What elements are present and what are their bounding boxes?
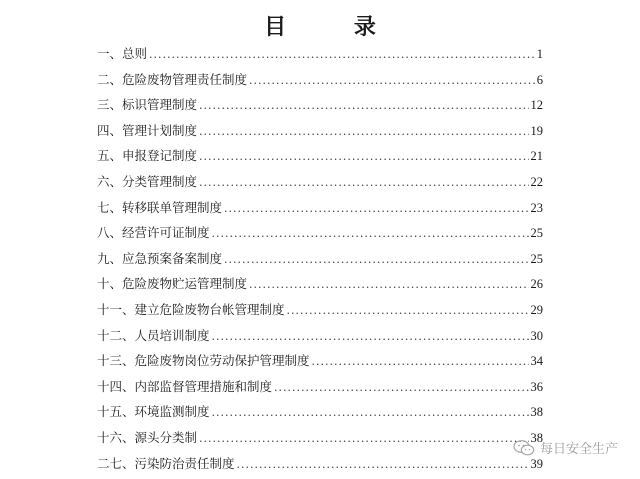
toc-entry-page: 1 (536, 47, 543, 61)
toc-entry-label: 十三、危险废物岗位劳动保护管理制度 (97, 353, 310, 369)
toc-entry-label: 十二、人员培训制度 (97, 327, 210, 343)
toc-entry-page: 26 (530, 277, 543, 292)
toc-leader-dots (224, 253, 528, 266)
toc-entry-label: 四、管理计划制度 (97, 122, 198, 138)
toc-entry-label: 九、应急预案备案制度 (97, 250, 223, 266)
toc-entry-page: 25 (530, 226, 543, 241)
toc-leader-dots (199, 99, 528, 112)
toc-entry (97, 428, 543, 454)
toc-entry (97, 454, 543, 479)
toc-entry-page: 38 (530, 405, 543, 420)
toc-leader-dots (212, 330, 529, 343)
toc-leader-dots (199, 150, 528, 163)
toc-leader-dots (249, 74, 535, 87)
toc-entry (97, 223, 543, 249)
toc-entry (97, 198, 543, 224)
watermark-text: 每日安全生产 (539, 442, 618, 457)
toc-entry (97, 172, 543, 198)
toc-leader-dots (199, 432, 528, 445)
toc-entry (97, 146, 543, 172)
toc-entry-label: 二、危险废物管理责任制度 (97, 71, 248, 87)
toc-entry-page: 30 (530, 328, 543, 343)
toc-leader-dots (237, 458, 529, 471)
toc-entry-page: 38 (530, 430, 543, 445)
toc-leader-dots (287, 304, 529, 317)
toc-entry (97, 402, 543, 428)
toc-entry-label: 七、转移联单管理制度 (97, 199, 223, 215)
toc-entry-page: 22 (530, 174, 543, 189)
toc-leader-dots (274, 381, 528, 394)
toc-entry-page: 39 (530, 456, 543, 471)
toc-entry-page: 34 (530, 354, 543, 369)
toc-entry-label: 六、分类管理制度 (97, 173, 198, 189)
toc-entry-page: 6 (536, 72, 543, 87)
toc-entry-label: 十、危险废物贮运管理制度 (97, 276, 248, 292)
toc-entry-page: 21 (530, 149, 543, 164)
toc-entry-label: 十四、内部监督管理措施和制度 (97, 378, 273, 394)
watermark (513, 438, 618, 457)
toc-entry-label: 五、申报登记制度 (97, 148, 198, 164)
toc-leader-dots (199, 125, 528, 138)
toc-entry (97, 351, 543, 377)
toc-entry-label: 十六、源头分类制 (97, 429, 198, 445)
toc-entry-page: 19 (530, 123, 543, 138)
toc-entry (97, 121, 543, 147)
toc-entry-label: 三、标识管理制度 (97, 97, 198, 113)
toc-entry-page: 29 (530, 302, 543, 317)
toc-entry-page: 12 (530, 98, 543, 113)
wechat-icon (513, 440, 535, 456)
toc-leader-dots (149, 48, 535, 61)
toc-leader-dots (312, 355, 529, 368)
toc-entry-label: 八、经营许可证制度 (97, 225, 210, 241)
toc-entry-label: 二七、污染防治责任制度 (97, 455, 235, 471)
toc-entry (97, 326, 543, 352)
toc-entry (97, 44, 543, 70)
page-title: 目 录 (264, 14, 406, 40)
toc-entry-label: 十一、建立危险废物台帐管理制度 (97, 301, 285, 317)
toc-entry-page: 25 (530, 251, 543, 266)
toc-entry (97, 300, 543, 326)
toc-leader-dots (212, 406, 529, 419)
toc-leader-dots (249, 278, 528, 291)
toc-entry-page: 36 (530, 379, 543, 394)
toc-leader-dots (199, 176, 528, 189)
toc-entry-page: 23 (530, 200, 543, 215)
toc-entry (97, 95, 543, 121)
toc-leader-dots (212, 227, 529, 240)
toc-entry (97, 274, 543, 300)
toc-entry-label: 十五、环境监测制度 (97, 404, 210, 420)
toc-entry-label: 一、总则 (97, 46, 148, 61)
table-of-contents (97, 44, 543, 479)
toc-entry (97, 377, 543, 403)
toc-entry (97, 249, 543, 275)
toc-leader-dots (224, 202, 528, 215)
toc-entry (97, 70, 543, 96)
